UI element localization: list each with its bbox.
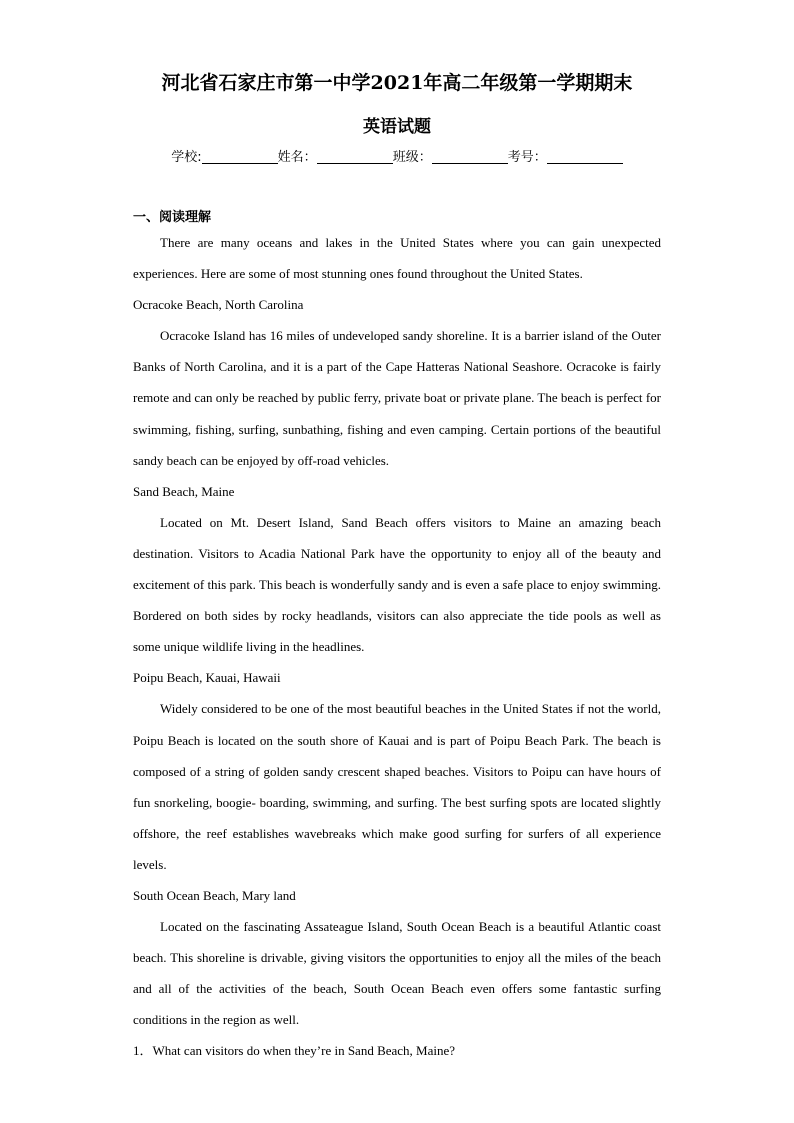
section-title: 一、阅读理解 xyxy=(133,210,212,225)
number-blank[interactable] xyxy=(547,149,623,164)
beach-paragraph: Located on the fascinating Assateague Island, South Ocean Beach is a beautiful Atlantic coast beach. This shoreline is drivable, giving visitors the opportunities to enjoy all the miles of the beach and all of the activities of the beach, South Ocean Beach even offers some fantastic surfing conditions in the region as well. xyxy=(133,919,661,1028)
exam-title: 河北省石家庄市第一中学2021年高二年级第一学期期末 xyxy=(161,72,633,94)
beach-heading: South Ocean Beach, Mary land xyxy=(133,887,296,903)
number-label: 考号： xyxy=(507,150,547,165)
passage-intro: There are many oceans and lakes in the United States where you can gain unexpected experiences. Here are some of most stunning ones found throughout the United States. xyxy=(133,235,661,282)
exam-subtitle: 英语试题 xyxy=(363,117,431,137)
question-text: What can visitors do when they’re in Sand Beach, Maine? xyxy=(152,1043,456,1059)
school-blank[interactable] xyxy=(202,149,278,164)
question-item xyxy=(133,1035,661,1066)
name-blank[interactable] xyxy=(317,149,393,164)
name-label: 姓名： xyxy=(277,150,317,165)
school-label: 学校: xyxy=(171,150,202,165)
reading-passage xyxy=(133,227,661,1067)
beach-heading: Sand Beach, Maine xyxy=(133,483,235,499)
question-number: 1． xyxy=(133,1043,153,1059)
beach-heading: Poipu Beach, Kauai, Hawaii xyxy=(133,670,281,686)
class-blank[interactable] xyxy=(432,149,508,164)
class-label: 班级： xyxy=(392,150,432,165)
beach-heading: Ocracoke Beach, North Carolina xyxy=(133,297,304,313)
beach-paragraph: Widely considered to be one of the most beautiful beaches in the United States if not the world, Poipu Beach is located on the south shore of Kauai and is part of Poipu Beach Park. The beach is composed of a string of golden sandy crescent shaped beaches. Visitors to Poipu can have hours of fun snorkeling, boogie- boarding, swimming, and surfing. The best surfing spots are located slightly offshore, the reef establishes wavebreaks which make good surfing for surfers of all experience levels. xyxy=(133,701,661,872)
beach-paragraph: Ocracoke Island has 16 miles of undeveloped sandy shoreline. It is a barrier island of the Outer Banks of North Carolina, and it is a part of the Cape Hatteras National Seashore. Ocracoke is fairly remote and can only be reached by public ferry, private boat or private plane. The beach is perfect for swimming, fishing, surfing, sunbathing, fishing and even camping. Certain portions of the beautiful sandy beach can be enjoyed by off-road vehicles. xyxy=(133,328,661,468)
student-info-line xyxy=(0,146,794,165)
beach-paragraph: Located on Mt. Desert Island, Sand Beach offers visitors to Maine an amazing beach destination. Visitors to Acadia National Park have the opportunity to enjoy all of the beauty and excitement of this park. This beach is wonderfully sandy and is even a safe place to enjoy swimming. Bordered on both sides by rocky headlands, visitors can also appreciate the tide pools as well as some unique wildlife living in the headlines. xyxy=(133,514,661,655)
